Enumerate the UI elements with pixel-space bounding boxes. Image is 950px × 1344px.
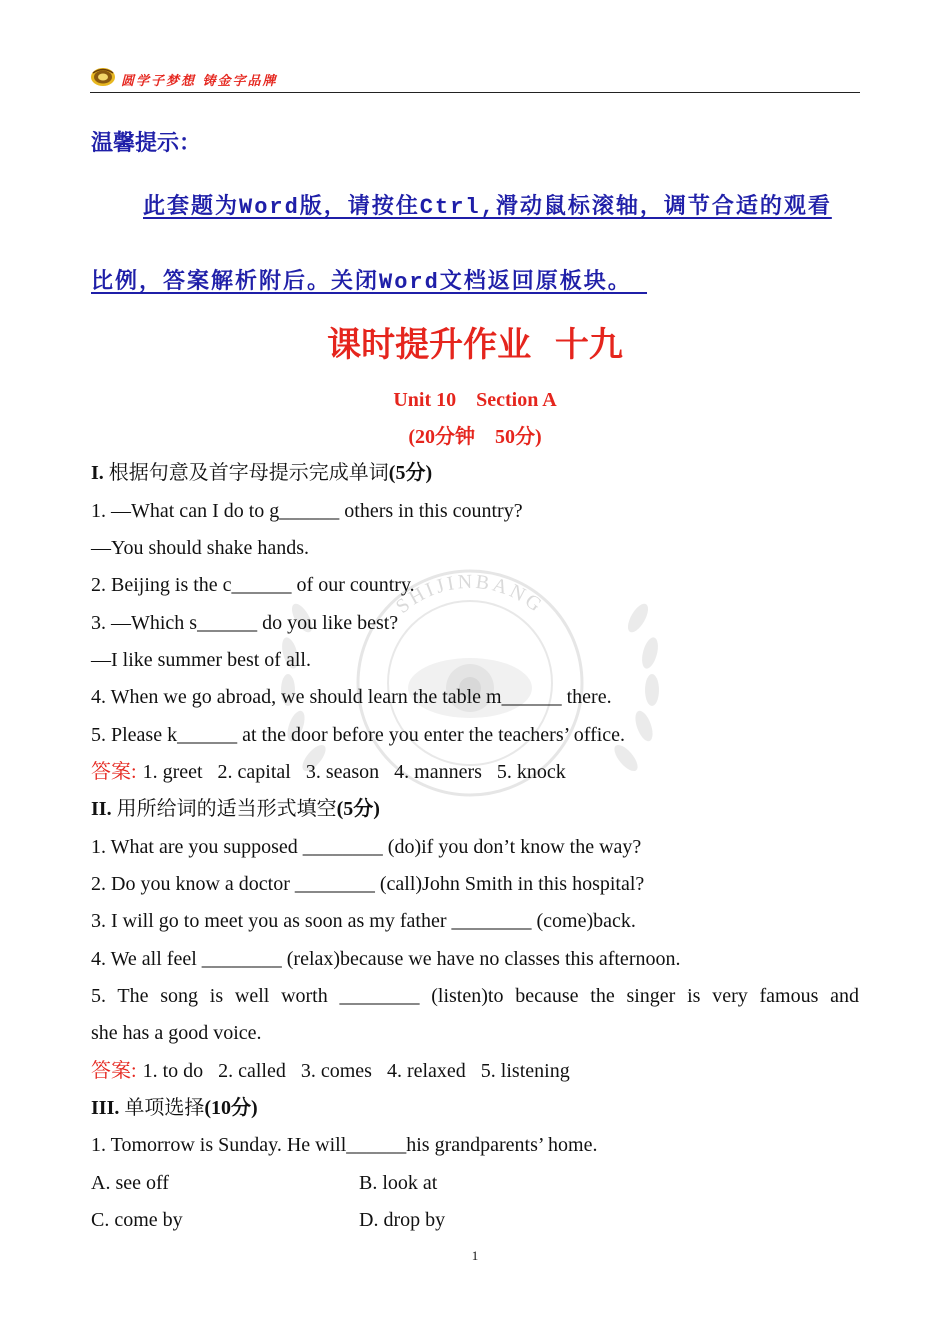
option-a: A. see off [91,1171,169,1194]
question-line: 1. Tomorrow is Sunday. He will______his grandparents’ home. [91,1134,598,1157]
answer-label: 答案: [91,1059,137,1082]
question-line: 5. Please k______ at the door before you enter the teachers’ office. [91,723,626,746]
section-heading-2 [91,791,859,828]
question-line: 2. Beijing is the c______ of our country. [91,574,415,597]
answer-line-2 [91,1053,859,1090]
section-numeral: III. [91,1097,120,1120]
section-heading-1 [91,455,859,492]
page-number: 1 [471,1248,479,1263]
options-row [91,1165,859,1202]
answer-text: 1. to do 2. called 3. comes 4. relaxed 5. listening [142,1059,570,1082]
answer-line-1 [91,754,859,791]
question-line: 1. —What can I do to g______ others in this country? [91,499,523,522]
question-line: 4. We all feel ________ (relax)because we have no classes this afternoon. [91,947,681,970]
option-d: D. drop by [359,1209,446,1232]
page-title: 课时提升作业 十九 [327,325,623,365]
logo-icon [89,66,117,88]
question-line: 1. What are you supposed ________ (do)if you don’t know the way? [91,835,642,858]
options-row [91,1202,859,1239]
notice-line-1: 此套题为Word版，请按住Ctrl,滑动鼠标滚轴，调节合适的观看 [143,195,832,220]
question-line: 3. —Which s______ do you like best? [91,611,399,634]
option-b: B. look at [359,1171,438,1194]
section-numeral: I. [91,462,104,485]
watermark-text: SHIJINBANG [391,570,549,618]
section-numeral: II. [91,798,112,821]
question-line: 3. I will go to meet you as soon as my father ________ (come)back. [91,910,636,933]
notice-line-2: 比例，答案解析附后。关闭Word文档返回原板块。 [91,270,648,295]
question-line: 2. Do you know a doctor ________ (call)John Smith in this hospital? [91,873,645,896]
answer-text: 1. greet 2. capital 3. season 4. manners 5. knock [142,761,566,784]
section-score: (5分) [388,462,433,485]
section-title: 单项选择 [119,1097,205,1120]
question-line: —You should shake hands. [91,536,309,559]
question-line: —I like summer best of all. [91,649,311,672]
time-score: (20分钟 50分) [408,426,542,448]
unit-subtitle: Unit 10 Section A [393,389,557,411]
exercise-body [91,455,859,1239]
option-c: C. come by [91,1209,183,1232]
notice-title: 温馨提示： [91,132,202,157]
header-brand: 圆学子梦想 铸金字品牌 [121,74,278,89]
section-title: 用所给词的适当形式填空 [111,798,337,821]
header-divider [90,92,860,93]
question-line: 4. When we go abroad, we should learn the table m______ there. [91,686,612,709]
section-score: (10分) [204,1097,258,1120]
section-score: (5分) [336,798,380,821]
question-line: she has a good voice. [91,1022,262,1045]
answer-label: 答案: [91,761,137,784]
question-line: 5. The song is well worth ________ (listen)to because the singer is very famous and [91,985,859,1008]
section-heading-3 [91,1090,859,1127]
section-title: 根据句意及首字母提示完成单词 [103,462,389,485]
